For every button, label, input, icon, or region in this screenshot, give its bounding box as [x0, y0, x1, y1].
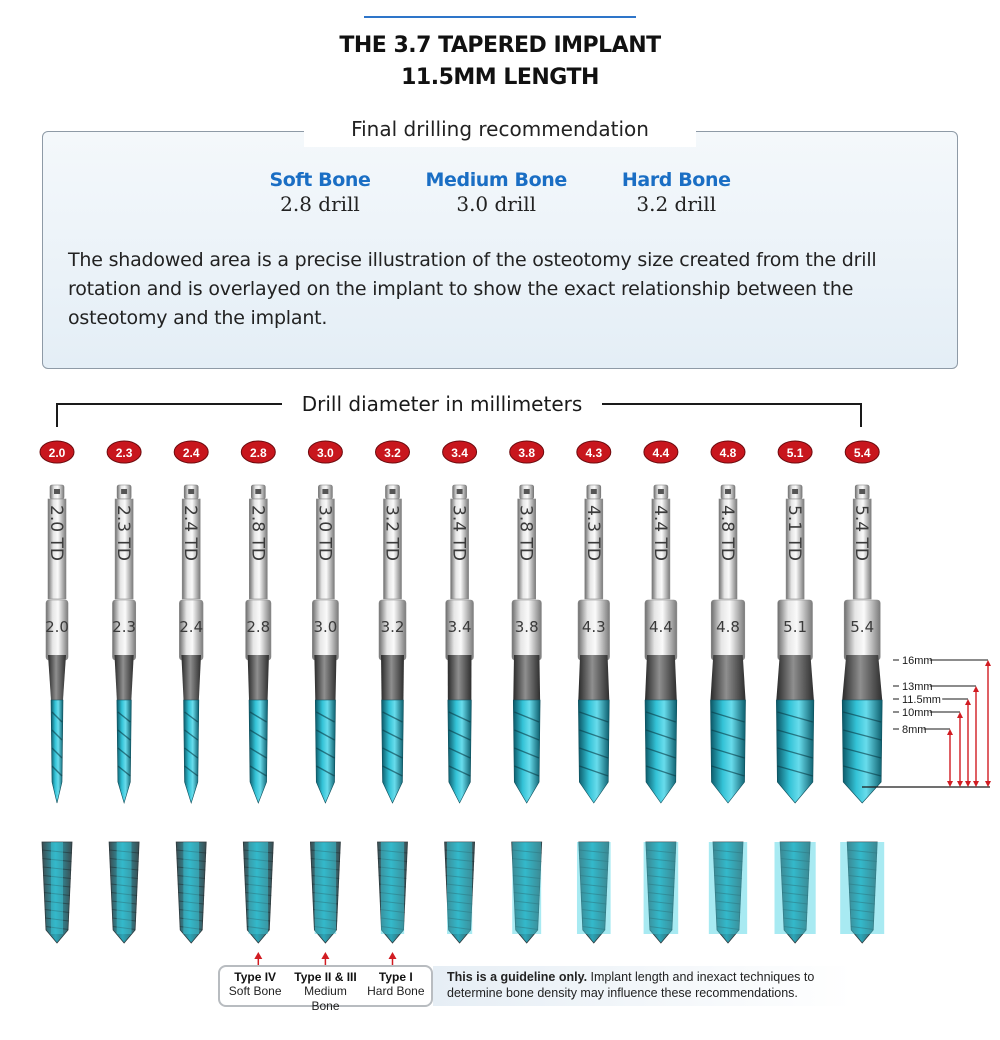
implant-4-4	[644, 842, 679, 943]
drill-shaft-label: 2.4 TD	[180, 505, 201, 561]
implant-3-2	[378, 842, 408, 943]
drill-connector-notch	[188, 489, 194, 494]
drill-size-badge-label: 4.4	[652, 446, 670, 460]
drill-collar-label: 3.0	[313, 618, 338, 636]
bone-name: Hard Bone	[621, 169, 731, 191]
drill-2-8	[241, 441, 275, 803]
drill-connector-notch	[658, 489, 664, 494]
bone-drill: 2.8 drill	[280, 192, 360, 216]
implant-osteotomy-overlay	[447, 842, 472, 934]
bone-type-iv	[220, 967, 290, 1005]
recommendation-arrow-head	[254, 952, 262, 959]
drill-osteotomy	[776, 700, 814, 803]
drill-2-3	[107, 441, 141, 803]
drill-osteotomy	[315, 700, 335, 803]
drill-flute-transition	[114, 655, 133, 700]
bone-type-density: Medium Bone	[304, 984, 347, 1013]
depth-arrow-head	[957, 712, 963, 718]
depth-arrow-head	[947, 781, 953, 787]
implant-3-4	[445, 842, 475, 943]
drill-shaft-label: 3.4 TD	[448, 505, 469, 561]
implant-osteotomy-overlay	[249, 842, 269, 934]
drill-3-0	[308, 441, 342, 803]
title-line-1: THE 3.7 TAPERED IMPLANT	[339, 33, 661, 58]
drill-flute-transition	[645, 655, 677, 700]
drill-osteotomy	[513, 700, 540, 803]
drill-connector-notch	[792, 489, 798, 494]
drill-connector-notch	[725, 489, 731, 494]
drill-shaft-label: 3.0 TD	[314, 505, 335, 561]
drill-connector-notch	[121, 489, 127, 494]
title-line-2: 11.5MM LENGTH	[401, 65, 599, 90]
drill-collar-label: 3.8	[514, 618, 539, 636]
recommendation-arrow-head	[389, 952, 397, 959]
drill-5-1	[776, 441, 814, 803]
top-rule	[364, 16, 636, 18]
implant-osteotomy-overlay	[512, 842, 541, 934]
depth-arrow-head	[965, 699, 971, 705]
implant-osteotomy-overlay	[183, 842, 199, 934]
bone-type-name: Type IV	[234, 970, 277, 984]
drill-osteotomy	[51, 700, 63, 803]
depth-mark-label: 10mm	[902, 707, 933, 719]
bone-type-name: Type II & III	[294, 970, 357, 984]
drill-shaft-label: 3.8 TD	[515, 505, 536, 561]
drill-shaft-label: 2.0 TD	[46, 505, 66, 561]
drill-connector-notch	[457, 489, 463, 494]
depth-arrow-head	[985, 660, 991, 666]
drill-flute-transition	[513, 655, 540, 700]
implant-osteotomy-overlay	[117, 842, 132, 934]
implant-3-0	[310, 842, 340, 943]
implant-5-4	[840, 842, 884, 943]
drill-size-badge-label: 2.8	[249, 446, 267, 460]
implant-osteotomy-overlay	[644, 842, 679, 934]
drill-shaft-label: 4.8 TD	[717, 505, 737, 561]
bone-drill: 3.2 drill	[636, 192, 717, 216]
drill-flute-transition	[381, 655, 404, 700]
drill-collar-label: 4.4	[648, 618, 673, 636]
drill-connector-notch	[255, 489, 261, 494]
drill-connector-notch	[390, 489, 396, 494]
bone-recommendations	[0, 168, 1000, 216]
drill-size-badge-label: 5.1	[786, 446, 804, 460]
implant-osteotomy-overlay	[51, 842, 63, 934]
recommendation-arrow-head	[321, 952, 329, 959]
drill-osteotomy	[645, 700, 677, 803]
bone-type-ii-iii	[290, 967, 360, 1013]
drill-flute-transition	[248, 655, 269, 700]
implant-4-8	[709, 842, 747, 943]
drill-osteotomy	[184, 700, 199, 803]
drill-flute-transition	[710, 655, 745, 700]
depth-mark-label: 13mm	[902, 681, 933, 693]
drill-collar-label: 3.2	[380, 618, 405, 636]
implant-osteotomy-overlay	[315, 842, 336, 934]
guideline-note-bold: This is a guideline only.	[447, 970, 588, 984]
drill-flute-transition	[314, 655, 336, 700]
drill-3-8	[510, 441, 544, 803]
drill-osteotomy	[117, 700, 131, 803]
drill-collar-label: 2.8	[246, 618, 271, 636]
drill-collar-label: 4.3	[581, 618, 606, 636]
guideline-note-text: Implant length and inexact techniques to determine bone density may influence these recommendations.	[447, 970, 815, 1000]
drill-shaft-label: 5.1 TD	[784, 505, 805, 561]
implant-2-4	[176, 842, 206, 943]
implant-2-3	[109, 842, 139, 943]
drill-osteotomy	[382, 700, 404, 803]
depth-arrow-head	[973, 781, 979, 787]
drill-collar-label: 2.0	[45, 618, 69, 636]
drill-size-badge-label: 2.3	[115, 446, 133, 460]
depth-arrow-head	[973, 686, 979, 692]
drill-3-4	[443, 441, 477, 803]
drill-size-badge-label: 2.0	[48, 446, 66, 460]
depth-arrow-head	[985, 781, 991, 787]
drill-shaft-label: 4.3 TD	[582, 505, 603, 561]
drill-collar-label: 2.3	[112, 618, 137, 636]
drill-osteotomy	[710, 700, 745, 803]
implant-osteotomy-overlay	[577, 842, 611, 934]
drill-size-badge-label: 3.0	[317, 446, 334, 460]
drill-osteotomy	[578, 700, 609, 803]
drill-connector-notch	[591, 489, 597, 494]
drill-shaft-label: 3.2 TD	[381, 505, 402, 561]
drill-collar-label: 3.4	[447, 618, 472, 636]
osteotomy-description: The shadowed area is a precise illustration of the osteotomy size created from the drill rotation and is overlayed on the implant to show the exact relationship between the osteotomy and the implant.	[68, 249, 877, 329]
implant-2-8	[243, 842, 273, 943]
drill-flute-transition	[448, 655, 472, 700]
page-title	[0, 30, 1000, 94]
bone-type-name: Type I	[378, 970, 413, 984]
implant-2-0	[42, 842, 72, 943]
depth-arrow-head	[957, 781, 963, 787]
drill-5-4	[842, 441, 882, 803]
drill-flute-transition	[776, 655, 814, 700]
implant-4-3	[577, 842, 611, 943]
bone-name: Medium Bone	[425, 169, 567, 191]
drill-shaft-label: 4.4 TD	[649, 505, 670, 561]
implant-osteotomy-overlay	[709, 842, 747, 934]
drill-size-badge-label: 4.8	[719, 446, 737, 460]
soft-bone-recommendation	[269, 168, 370, 216]
drill-osteotomy	[249, 700, 268, 803]
bone-name: Soft Bone	[269, 169, 371, 191]
drill-flute-transition	[578, 655, 609, 700]
drill-connector-notch	[859, 489, 865, 494]
drill-2-0	[40, 441, 74, 803]
drill-size-badge-label: 2.4	[182, 446, 200, 460]
drill-4-4	[644, 441, 678, 803]
bone-type-callout	[218, 965, 433, 1013]
drill-size-badge-label: 3.8	[518, 446, 536, 460]
implant-5-1	[775, 842, 816, 943]
bone-type-i	[361, 967, 431, 1005]
depth-mark-label: 8mm	[902, 724, 927, 736]
drill-shaft-label: 2.3 TD	[113, 505, 134, 561]
depth-arrow-head	[947, 729, 953, 735]
drill-flute-transition	[181, 655, 201, 700]
drill-4-8	[710, 441, 745, 803]
guideline-note	[433, 966, 853, 1006]
drill-osteotomy	[448, 700, 472, 803]
drill-connector-notch	[524, 489, 530, 494]
drill-size-badge-label: 3.4	[451, 446, 468, 460]
drill-4-3	[577, 441, 611, 803]
drill-collar-label: 4.8	[716, 618, 740, 636]
implant-3-8	[512, 842, 542, 943]
drill-flute-transition	[48, 655, 66, 700]
bone-type-density: Soft Bone	[228, 984, 282, 998]
drill-collar-label: 5.1	[783, 618, 808, 636]
implant-osteotomy-overlay	[381, 842, 404, 934]
drill-size-badge-label: 3.2	[384, 446, 401, 460]
drill-collar-label: 2.4	[179, 618, 204, 636]
implant-osteotomy-overlay	[840, 842, 884, 934]
drill-shaft-label: 2.8 TD	[247, 505, 268, 561]
drill-2-4	[174, 441, 208, 803]
recommendation-label: Final drilling recommendation	[304, 113, 696, 147]
medium-bone-recommendation	[426, 168, 567, 216]
drill-size-badge-label: 4.3	[585, 446, 603, 460]
depth-arrow-head	[965, 781, 971, 787]
implant-osteotomy-overlay	[775, 842, 816, 934]
bone-type-density: Hard Bone	[367, 984, 425, 998]
depth-mark-label: 11.5mm	[902, 694, 941, 706]
drill-collar-label: 5.4	[850, 618, 875, 636]
drill-connector-notch	[54, 489, 60, 494]
drill-diameter-heading: Drill diameter in millimeters	[282, 390, 602, 420]
drill-size-badge-label: 5.4	[853, 446, 871, 460]
depth-mark-label: 16mm	[902, 655, 933, 667]
hard-bone-recommendation	[622, 168, 731, 216]
drill-shaft-label: 5.4 TD	[851, 505, 872, 561]
drill-3-2	[376, 441, 410, 803]
bone-drill: 3.0 drill	[456, 192, 537, 216]
drill-diagram	[0, 430, 1000, 965]
drill-connector-notch	[322, 489, 328, 494]
drill-flute-transition	[842, 655, 882, 700]
